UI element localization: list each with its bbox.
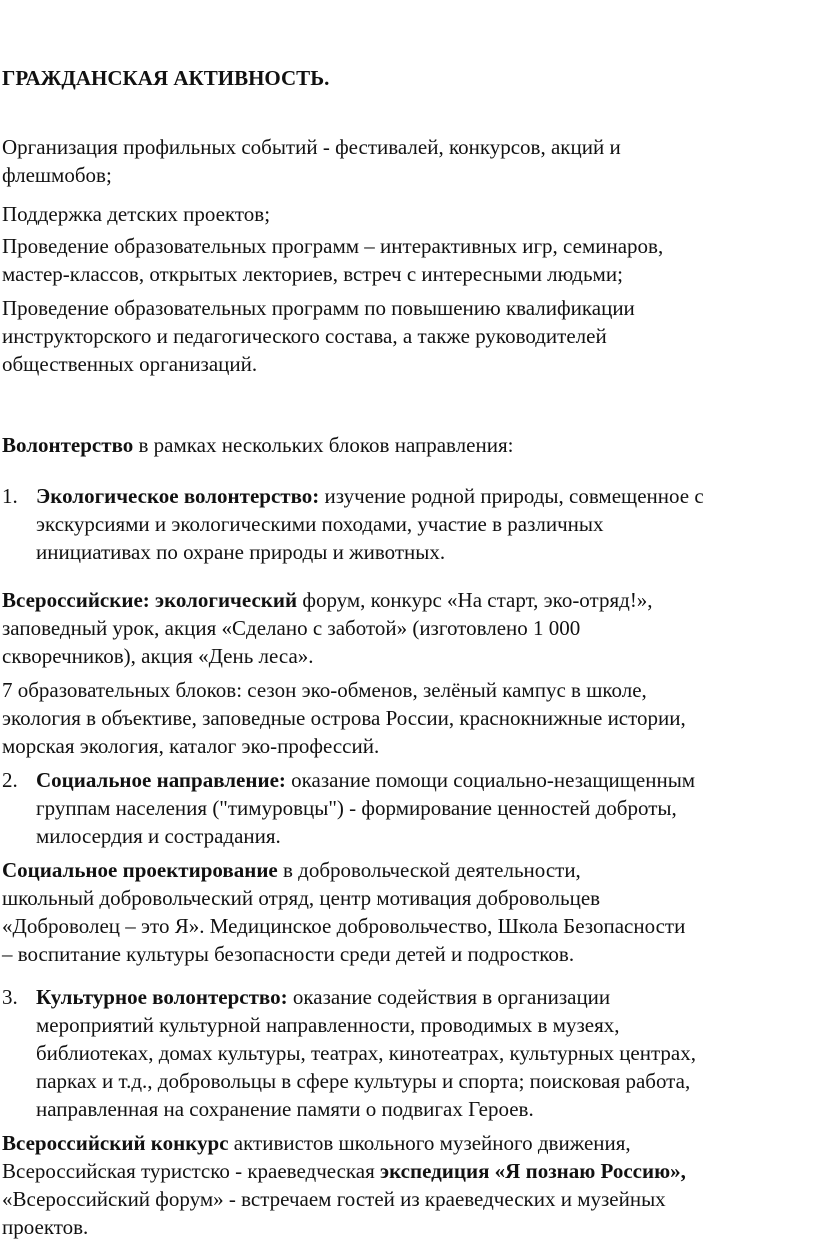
social-paragraph-line: школьный добровольческий отряд, центр мотивация добровольцев bbox=[2, 886, 601, 910]
list-item-eco-line: инициативах по охране природы и животных. bbox=[36, 540, 446, 564]
list-item-culture-line: парках и т.д., добровольцы в сфере культуры и спорта; поисковая работа, bbox=[36, 1069, 691, 1093]
list-number: 3. bbox=[2, 985, 18, 1009]
intro-line: мастер-классов, открытых лекториев, встреч с интересными людьми; bbox=[2, 262, 623, 286]
volunteer-heading-text: в рамках нескольких блоков направления: bbox=[133, 433, 514, 457]
list-item-social-line: милосердия и сострадания. bbox=[36, 824, 281, 848]
social-paragraph-line: «Доброволец – это Я». Медицинское добровольчество, Школа Безопасности bbox=[2, 914, 686, 938]
social-paragraph-line: – воспитание культуры безопасности среди детей и подростков. bbox=[2, 942, 575, 966]
intro-line: Организация профильных событий - фестивалей, конкурсов, акций и bbox=[2, 135, 621, 159]
list-item-eco-line: экскурсиями и экологическими походами, участие в различных bbox=[36, 512, 604, 536]
list-item-eco bbox=[36, 482, 704, 510]
page-title: ГРАЖДАНСКАЯ АКТИВНОСТЬ. bbox=[2, 66, 330, 90]
volunteer-heading bbox=[2, 431, 513, 459]
social-paragraph bbox=[2, 856, 581, 884]
eco-blocks-line: 7 образовательных блоков: сезон эко-обменов, зелёный кампус в школе, bbox=[2, 678, 647, 702]
list-item-social-text: оказание помощи социально-незащищенным bbox=[285, 768, 696, 792]
final-paragraph-text: Всероссийская туристско - краеведческая bbox=[2, 1159, 381, 1183]
list-item-culture-text: оказание содействия в организации bbox=[287, 985, 611, 1009]
intro-line: Проведение образовательных программ по повышению квалификации bbox=[2, 296, 635, 320]
intro-line: общественных организаций. bbox=[2, 352, 258, 376]
eco-blocks-line: морская экология, каталог эко-профессий. bbox=[2, 734, 380, 758]
intro-line: Поддержка детских проектов; bbox=[2, 202, 271, 226]
final-paragraph-line: «Всероссийский форум» - встречаем гостей из краеведческих и музейных bbox=[2, 1187, 666, 1211]
eco-paragraph-line: заповедный урок, акция «Сделано с заботой» (изготовлено 1 000 bbox=[2, 616, 581, 640]
final-paragraph-line bbox=[2, 1157, 686, 1185]
social-paragraph-bold: Социальное проектирование bbox=[2, 858, 278, 882]
final-paragraph bbox=[2, 1129, 631, 1157]
final-paragraph-bold: Всероссийский конкурс bbox=[2, 1131, 229, 1155]
list-item-culture bbox=[36, 983, 610, 1011]
intro-line: инструкторского и педагогического состава, а также руководителей bbox=[2, 324, 607, 348]
list-item-eco-bold: Экологическое волонтерство: bbox=[36, 484, 320, 508]
list-item-social-line: группам населения ("тимуровцы") - формирование ценностей доброты, bbox=[36, 796, 677, 820]
eco-paragraph-text: форум, конкурс «На старт, эко-отряд!», bbox=[297, 588, 653, 612]
social-paragraph-text: в добровольческой деятельности, bbox=[277, 858, 581, 882]
intro-line: флешмобов; bbox=[2, 163, 112, 187]
list-item-culture-line: направленная на сохранение памяти о подвигах Героев. bbox=[36, 1097, 534, 1121]
list-item-culture-line: библиотеках, домах культуры, театрах, кинотеатрах, культурных центрах, bbox=[36, 1041, 696, 1065]
list-item-social-bold: Социальное направление: bbox=[36, 768, 286, 792]
intro-line: Проведение образовательных программ – интерактивных игр, семинаров, bbox=[2, 234, 664, 258]
list-item-eco-text: изучение родной природы, совмещенное с bbox=[319, 484, 704, 508]
list-number: 2. bbox=[2, 768, 18, 792]
eco-blocks-line: экология в объективе, заповедные острова России, краснокнижные истории, bbox=[2, 706, 686, 730]
final-paragraph-text: активистов школьного музейного движения, bbox=[228, 1131, 631, 1155]
volunteer-heading-bold: Волонтерство bbox=[2, 433, 134, 457]
final-paragraph-line: проектов. bbox=[2, 1215, 89, 1239]
final-paragraph-bold: экспедиция «Я познаю Россию», bbox=[380, 1159, 686, 1183]
list-item-culture-line: мероприятий культурной направленности, проводимых в музеях, bbox=[36, 1013, 620, 1037]
list-item-culture-bold: Культурное волонтерство: bbox=[36, 985, 288, 1009]
list-item-social bbox=[36, 766, 695, 794]
eco-paragraph bbox=[2, 586, 653, 614]
eco-paragraph-bold: Всероссийские: экологический bbox=[2, 588, 298, 612]
eco-paragraph-line: скворечников), акция «День леса». bbox=[2, 644, 314, 668]
list-number: 1. bbox=[2, 484, 18, 508]
